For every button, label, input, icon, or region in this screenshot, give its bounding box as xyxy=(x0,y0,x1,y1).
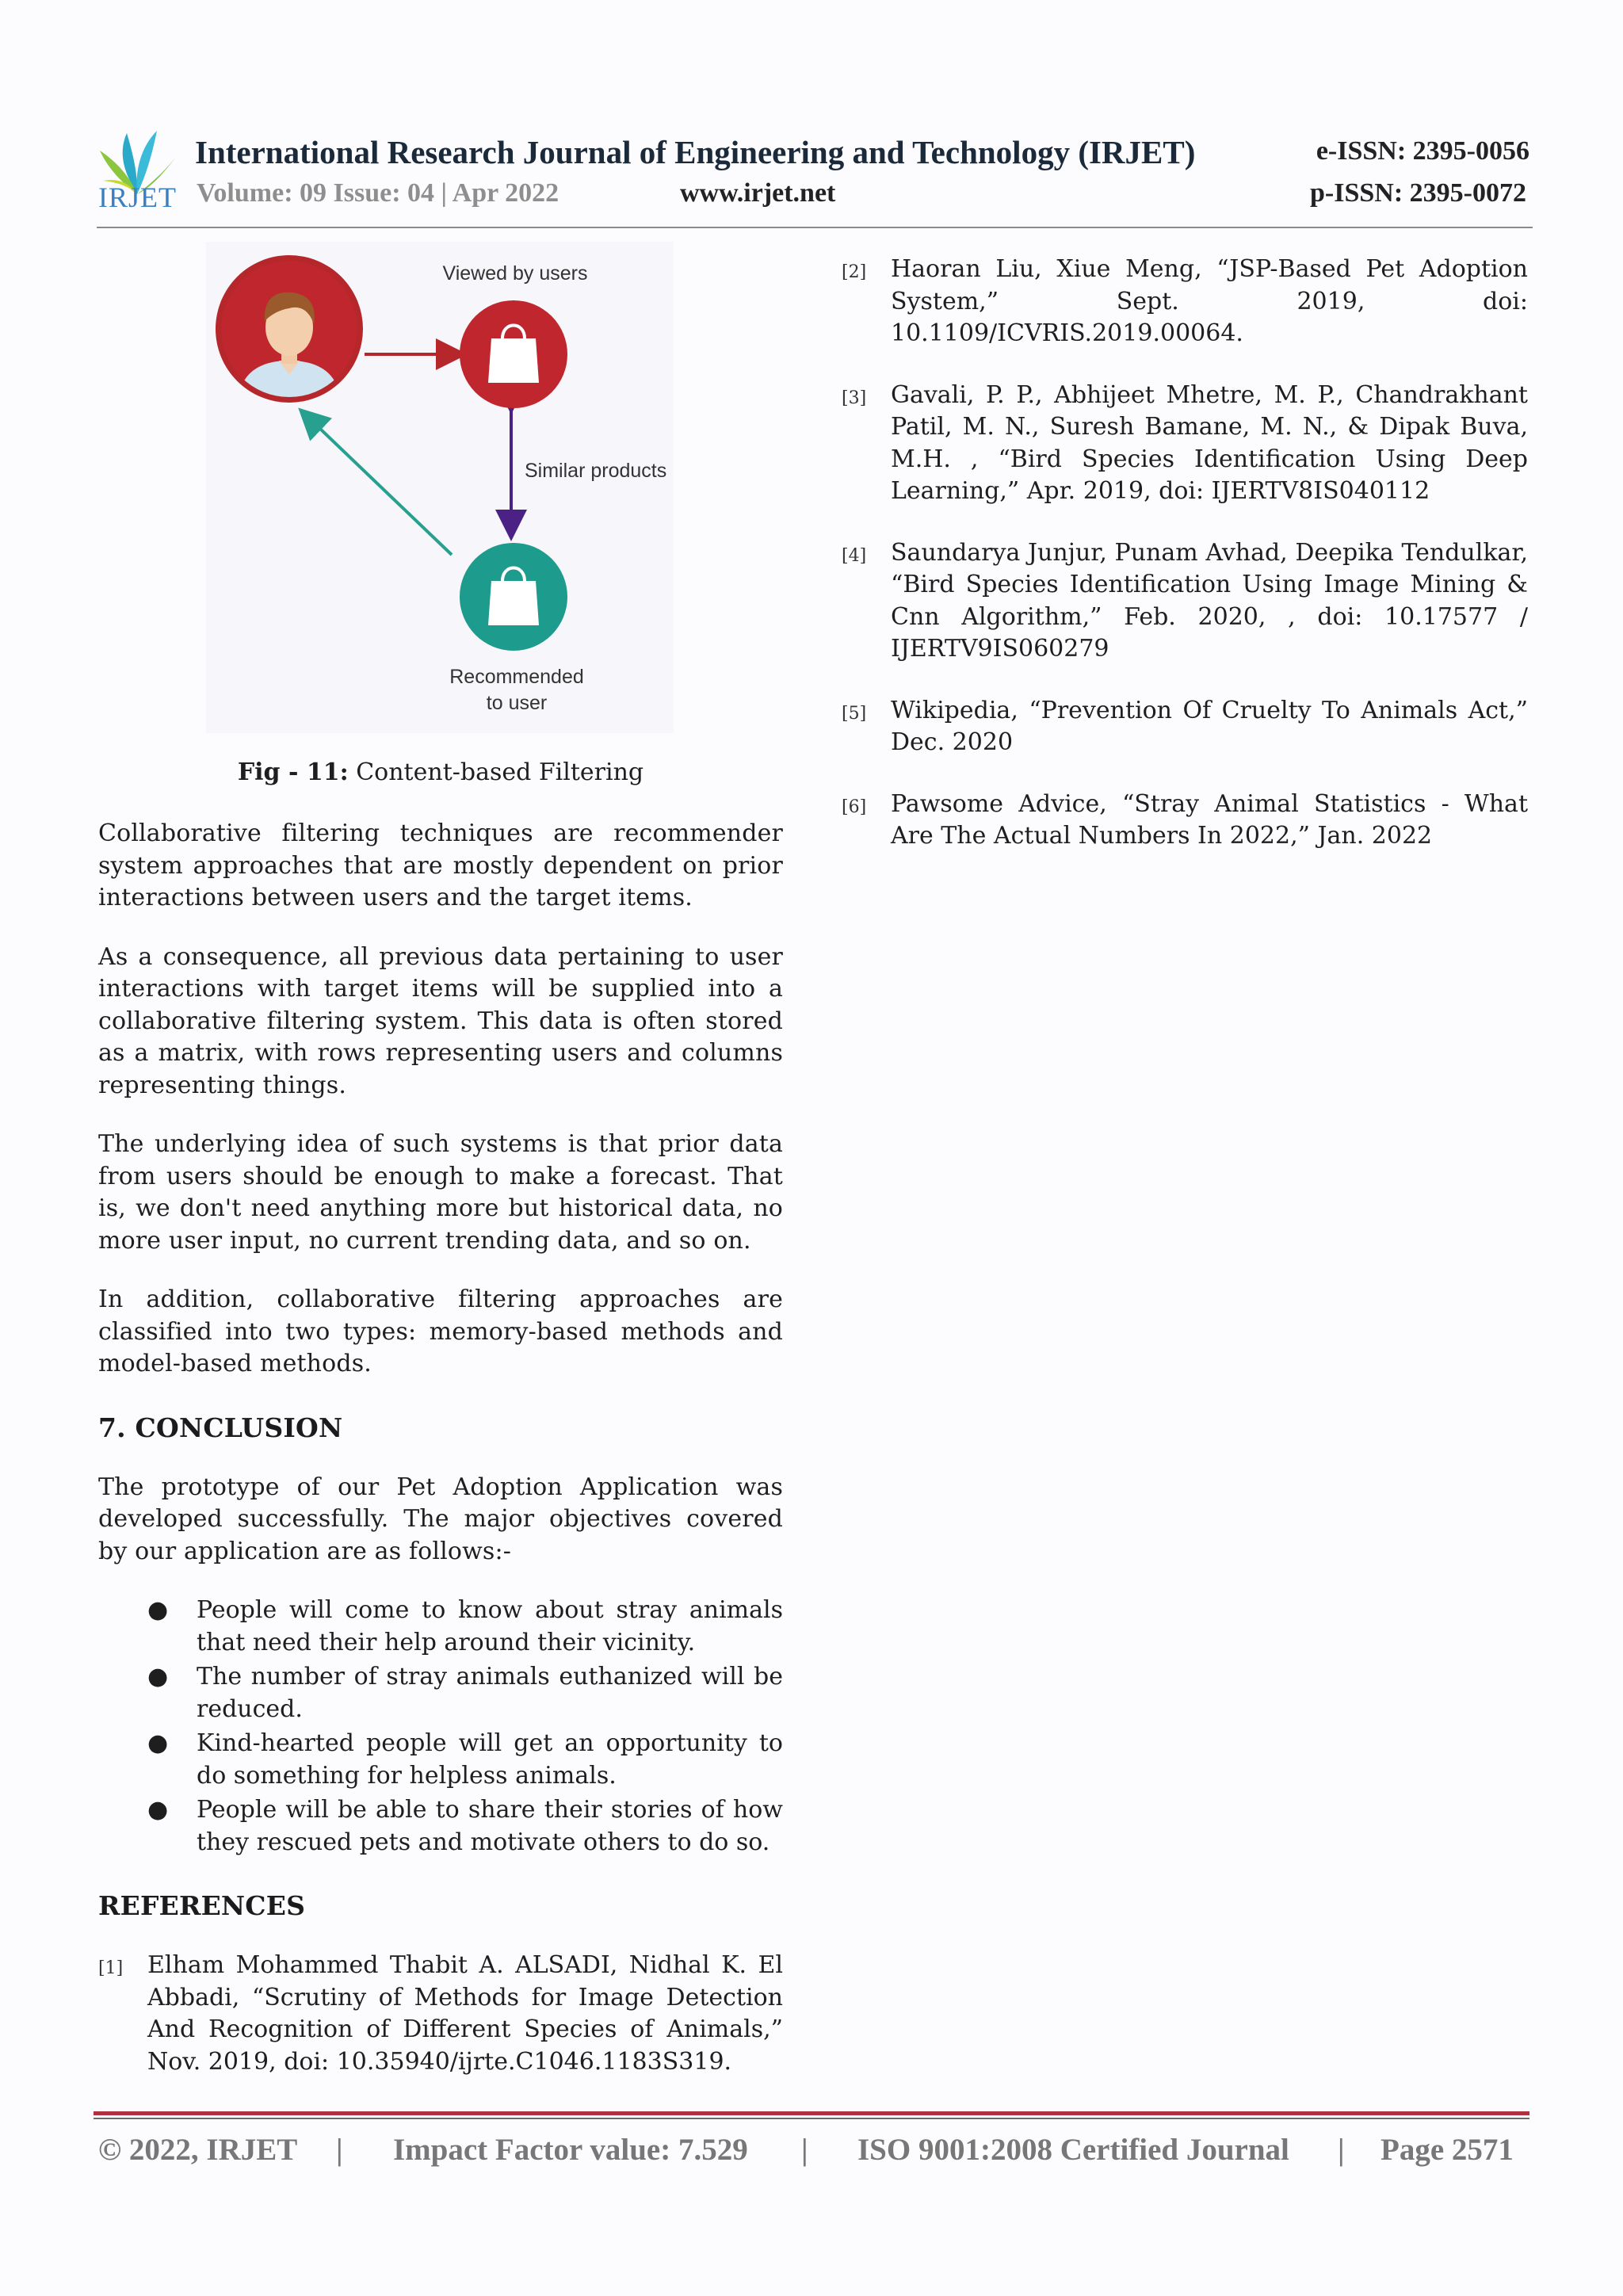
objectives-list xyxy=(98,1595,783,1859)
footer-separator: | xyxy=(336,2133,343,2167)
viewed-label: Viewed by users xyxy=(442,262,588,285)
footer-rule-red xyxy=(94,2111,1529,2115)
bullet-icon: ● xyxy=(147,1796,169,1824)
viewed-product-bag-icon xyxy=(460,300,567,408)
reference-item xyxy=(842,789,1528,853)
volume-issue: Volume: 09 Issue: 04 | Apr 2022 xyxy=(197,178,559,208)
recommended-product-bag-icon xyxy=(460,543,567,651)
bullet-icon: ● xyxy=(147,1729,169,1757)
bullet-icon: ● xyxy=(147,1663,169,1690)
footer-iso: ISO 9001:2008 Certified Journal xyxy=(857,2133,1289,2167)
list-item: ● People will come to know about stray animals that need their help around their vicinity. xyxy=(147,1596,783,1656)
reference-text: Pawsome Advice, “Stray Animal Statistics - What Are The Actual Numbers In 2022,” Jan. 2022 xyxy=(891,789,1528,850)
paragraph-types: In addition, collaborative filtering approaches are classified into two types: memory-based methods and model-based methods. xyxy=(98,1286,783,1377)
reference-number: [6] xyxy=(842,797,867,817)
reference-item xyxy=(842,695,1528,759)
paragraph-underlying-idea: The underlying idea of such systems is that prior data from users should be enough to make a forecast. That is, we don't need anything more but historical data, no more user input, no current trending data, and so on. xyxy=(98,1130,783,1255)
figure-caption xyxy=(98,758,783,786)
pissn: p-ISSN: 2395-0072 xyxy=(1310,178,1526,208)
similar-label: Similar products xyxy=(525,460,667,482)
conclusion-heading: 7. CONCLUSION xyxy=(98,1412,343,1443)
reference-text: Elham Mohammed Thabit A. ALSADI, Nidhal K. El Abbadi, “Scrutiny of Methods for Image Detection And Recognition of Different Species of Animals,” Nov. 2019, doi: 10.35940/ijrte.C1046.1183S319. xyxy=(147,1951,783,2076)
recommended-label-line2: to user xyxy=(486,692,548,714)
footer-separator: | xyxy=(801,2133,808,2167)
paragraph-collaborative-intro: Collaborative filtering techniques are recommender system approaches that are mostly dependent on prior interactions between users and the target items. xyxy=(98,819,783,911)
bullet-icon: ● xyxy=(147,1596,169,1624)
figure-content-based-filtering xyxy=(206,242,674,733)
reference-item xyxy=(98,1950,783,2078)
user-avatar-icon xyxy=(216,255,363,403)
reference-item xyxy=(842,537,1528,666)
filtering-diagram xyxy=(206,242,674,733)
footer-rule-grey xyxy=(94,2118,1529,2119)
reference-number: [1] xyxy=(98,1958,124,1978)
list-item: ● Kind-hearted people will get an opportunity to do something for helpless animals. xyxy=(147,1729,783,1790)
left-column xyxy=(98,242,783,2107)
reference-text: Wikipedia, “Prevention Of Cruelty To Animals Act,” Dec. 2020 xyxy=(891,696,1528,756)
reference-number: [5] xyxy=(842,703,867,724)
figure-caption-text: Content-based Filtering xyxy=(348,758,644,786)
paragraph-collaborative-data: As a consequence, all previous data pertaining to user interactions with target items will be supplied into a collaborative filtering system. This data is often stored as a matrix, with rows representing users and columns representing things. xyxy=(98,942,783,1099)
reference-number: [2] xyxy=(842,262,867,282)
list-item: ● People will be able to share their stories of how they rescued pets and motivate others to do so. xyxy=(147,1796,783,1856)
header-divider xyxy=(97,227,1533,228)
figure-caption-label: Fig - 11: xyxy=(237,758,349,786)
recommended-label-line1: Recommended xyxy=(449,666,584,688)
website-link[interactable]: www.irjet.net xyxy=(680,178,836,208)
conclusion-intro: The prototype of our Pet Adoption Application was developed successfully. The major objectives covered by our application are as follows:- xyxy=(98,1473,783,1565)
reference-number: [3] xyxy=(842,388,867,408)
footer-copyright: © 2022, IRJET xyxy=(98,2133,298,2167)
right-column xyxy=(842,254,1528,882)
footer-separator: | xyxy=(1338,2133,1345,2167)
reference-number: [4] xyxy=(842,545,867,566)
reference-item xyxy=(842,254,1528,350)
eissn: e-ISSN: 2395-0056 xyxy=(1316,136,1529,166)
reference-text: Gavali, P. P., Abhijeet Mhetre, M. P., Chandrakhant Patil, M. N., Suresh Bamane, M. N., & Dipak Buva, M.H. , “Bird Species Identification Using Deep Learning,” Apr. 2019, doi: IJERTV8IS040112 xyxy=(891,380,1528,505)
logo-text: IRJET xyxy=(98,181,177,213)
reference-text: Haoran Liu, Xiue Meng, “JSP-Based Pet Adoption System,” Sept. 2019, doi: 10.1109/ICVRIS.2019.00064. xyxy=(891,255,1528,347)
reference-text: Saundarya Junjur, Punam Avhad, Deepika Tendulkar, “Bird Species Identification Using Image Mining & Cnn Algorithm,” Feb. 2020, , doi: 10.17577 / IJERTV9IS060279 xyxy=(891,538,1528,663)
footer-page-number: Page 2571 xyxy=(1381,2133,1514,2167)
journal-title: International Research Journal of Engineering and Technology (IRJET) xyxy=(195,134,1196,170)
reference-item xyxy=(842,380,1528,508)
references-heading: REFERENCES xyxy=(98,1890,306,1921)
footer-impact-factor: Impact Factor value: 7.529 xyxy=(393,2133,748,2167)
list-item: ● The number of stray animals euthanized will be reduced. xyxy=(147,1663,783,1723)
